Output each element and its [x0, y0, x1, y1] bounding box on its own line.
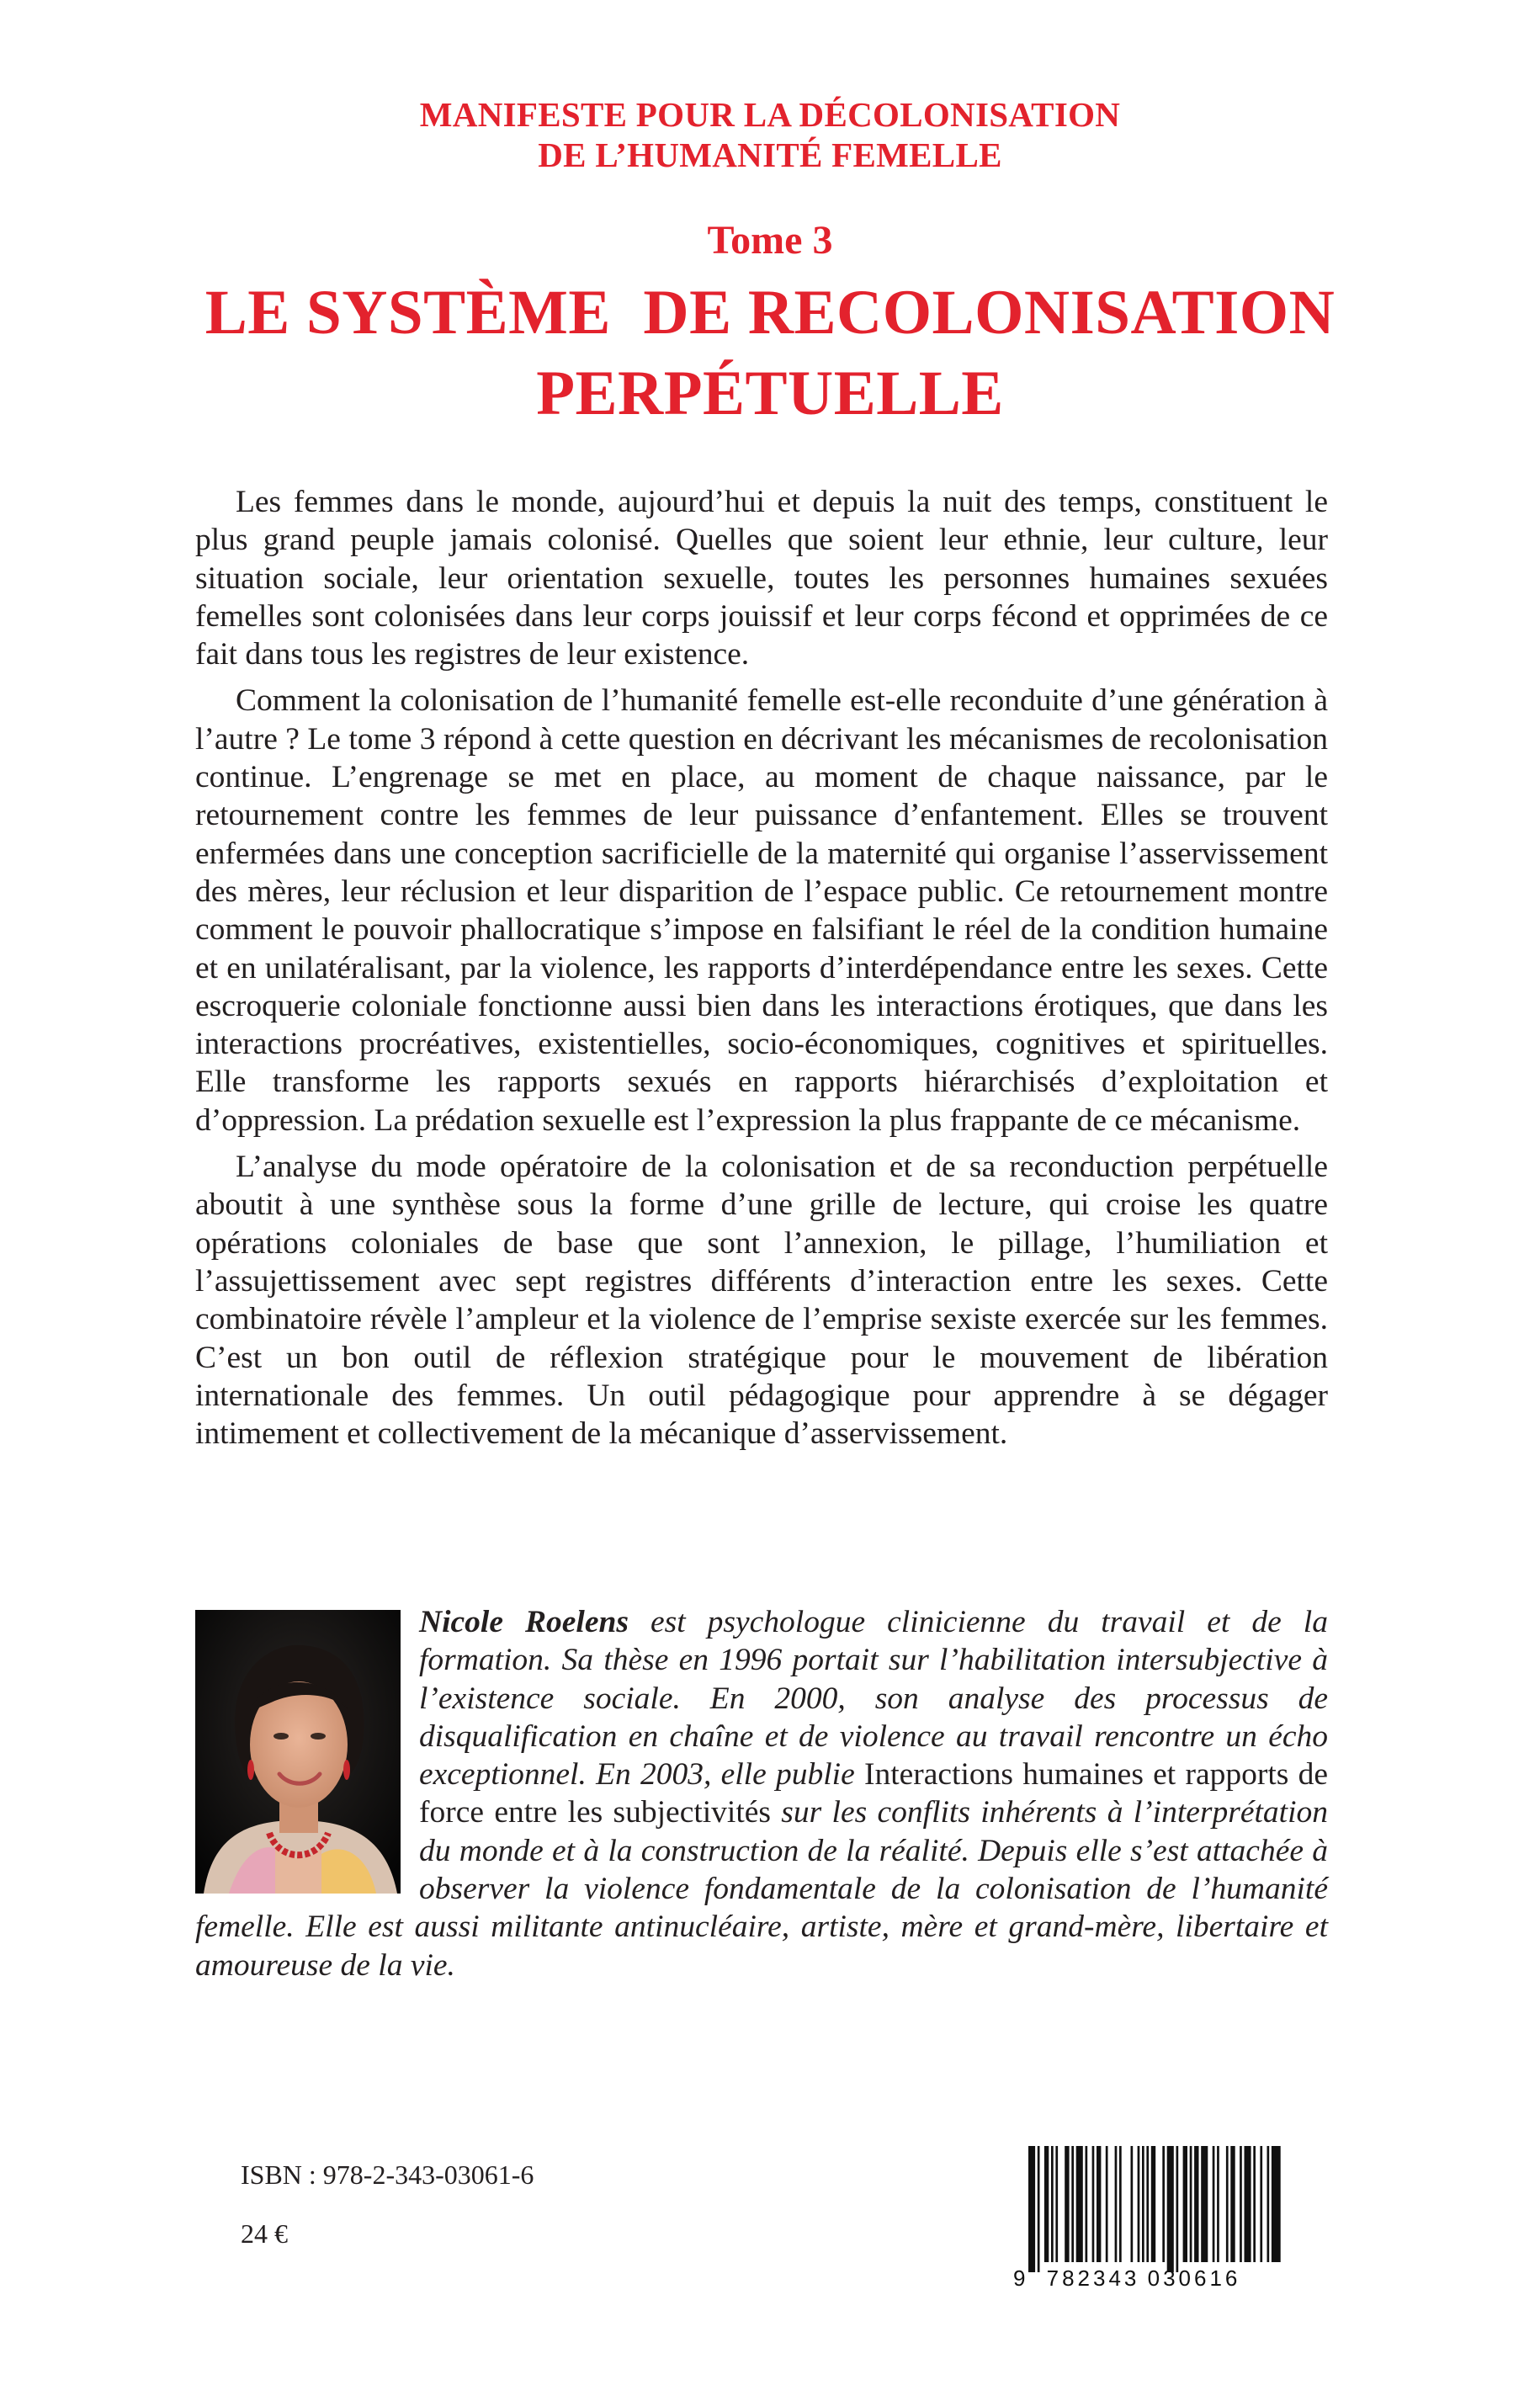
barcode-bar [1038, 2146, 1040, 2272]
blurb-paragraph-3: L’analyse du mode opératoire de la colonisation et de sa reconduction perpétuelle aboutit à une synthèse sous la forme d’une grille de lecture, qui croise les quatre opérations coloniales de base que sont l’annexion, le pillage, l’humiliation et l’assujettissement avec sept registres différents d’interaction entre les sexes. Cette combinatoire révèle l’ampleur et la violence de l’emprise sexiste exercée sur les femmes. C’est un bon outil de réflexion stratégique pour le mouvement de libération internationale des femmes. Un outil pédagogique pour apprendre à se dégager intimement et collectivement de la mécanique d’asservissement. [195, 1150, 1328, 1452]
barcode-bar [1044, 2146, 1049, 2262]
series-title-line-1: MANIFESTE POUR LA DÉCOLONISATION [419, 95, 1121, 134]
barcode-bar [1071, 2146, 1074, 2262]
barcode-bar [1267, 2146, 1270, 2262]
barcode-digits-right: 030616 [1147, 2265, 1241, 2289]
barcode-bar [1086, 2146, 1088, 2262]
barcode-bar [1146, 2146, 1149, 2262]
book-title-line-1: LE SYSTÈME DE RECOLONISATION [204, 278, 1336, 348]
barcode-bar [1213, 2146, 1215, 2262]
author-bio-section [195, 1603, 1328, 1984]
barcode-bar [1142, 2146, 1144, 2262]
barcode-digits-left: 782343 [1046, 2265, 1140, 2289]
barcode-bar [1138, 2146, 1140, 2262]
barcode-bar [1230, 2146, 1235, 2262]
author-photo [195, 1610, 401, 1894]
barcode-bar [1028, 2146, 1035, 2272]
barcode-bar [1253, 2146, 1256, 2262]
author-bio-part-1: est psychologue clinicienne du travail et de la formation. Sa thèse en 1996 portait sur l’habilitation intersubjective à l’existence sociale. En 2000, son analyse des processus de disqualification en chaîne et de violence au travail rencontre un écho exceptionnel. En 2003, elle publie [419, 1605, 1328, 1793]
barcode-bar [1092, 2146, 1095, 2262]
barcode-bar [1055, 2146, 1058, 2262]
author-bio-part-2: sur les conflits inhérents à l’interprétation du monde et à la construction de la réalité. Depuis elle s’est attachée à observer la violence fondamentale de la colonisation de l’humanité femelle. Elle est aussi militante antinucléaire, artiste, mère et grand-mère, libertaire et amoureuse de la vie. [195, 1795, 1328, 1983]
ean13-barcode-image [998, 2143, 1281, 2289]
barcode-bar [1167, 2146, 1174, 2272]
barcode-bar [1217, 2146, 1219, 2262]
barcode-bar [1131, 2146, 1134, 2262]
barcode-bar [1176, 2146, 1179, 2272]
author-book-title: Interactions humaines et rapports de force entre les subjectivités [419, 1757, 1328, 1830]
barcode-bar [1190, 2146, 1192, 2262]
barcode-bar [1119, 2146, 1122, 2262]
back-cover-blurb [195, 483, 1328, 1453]
series-title [0, 94, 1540, 175]
book-title-line-2: PERPÉTUELLE [536, 359, 1004, 428]
book-price: 24 € [241, 2218, 288, 2249]
author-name: Nicole Roelens [419, 1605, 629, 1639]
barcode-bar [1151, 2146, 1155, 2262]
barcode-bar [1115, 2146, 1118, 2262]
barcode-bar [1260, 2146, 1262, 2262]
blurb-paragraph-2: Comment la colonisation de l’humanité femelle est-elle reconduite d’une génération à l’autre ? Le tome 3 répond à cette question en décrivant les mécanismes de recolonisation continue. L’engrenage se met en place, au moment de chaque naissance, par le retournement contre les femmes de leur puissance d’enfantement. Elles se trouvent enfermées dans une conception sacrificielle de la maternité qui organise l’asservissement des mères, leur réclusion et leur disparition de l’espace public. Ce retournement montre comment le pouvoir phallocratique s’impose en falsifiant le réel de la condition humaine et en unilatéralisant, par la violence, les rapports d’interdépendance entre les sexes. Cette escroquerie coloniale fonctionne aussi bien dans les interactions érotiques, que dans les interactions procréatives, existentielles, socio-économiques, cognitives et spirituelles. Elle transforme les rapports sexués en rapports hiérarchisés d’exploitation et d’oppression. La prédation sexuelle est l’expression la plus frappante de ce mécanisme. [195, 683, 1328, 1138]
barcode-bar [1183, 2146, 1187, 2262]
barcode-bar [1272, 2146, 1281, 2262]
barcode-bar [1201, 2146, 1208, 2262]
barcode-bar [1194, 2146, 1198, 2262]
barcode [998, 2143, 1281, 2289]
barcode-bar [1162, 2146, 1165, 2262]
barcode-bar [1076, 2146, 1083, 2262]
barcode-bar [1245, 2146, 1251, 2262]
barcode-bar [1226, 2146, 1229, 2262]
barcode-bar [1097, 2146, 1101, 2262]
barcode-lead-digit: 9 [1013, 2265, 1026, 2289]
isbn-number: ISBN : 978-2-343-03061-6 [241, 2159, 534, 2190]
book-title [0, 273, 1540, 434]
barcode-bar [1065, 2146, 1069, 2262]
blurb-paragraph-1: Les femmes dans le monde, aujourd’hui et depuis la nuit des temps, constituent le plus grand peuple jamais colonisé. Quelles que soient leur ethnie, leur culture, leur situation sociale, leur orientation sexuelle, toutes les personnes humaines sexuées femelles sont colonisées dans leur corps jouissif et leur corps fécond et opprimées de ce fait dans tous les registres de leur existence. [195, 485, 1328, 672]
barcode-bar [1106, 2146, 1108, 2262]
barcode-bar [1240, 2146, 1242, 2262]
series-title-line-2: DE L’HUMANITÉ FEMELLE [538, 135, 1002, 174]
volume-number: Tome 3 [707, 218, 833, 263]
author-portrait-image [195, 1610, 401, 1894]
barcode-bar [1051, 2146, 1054, 2262]
